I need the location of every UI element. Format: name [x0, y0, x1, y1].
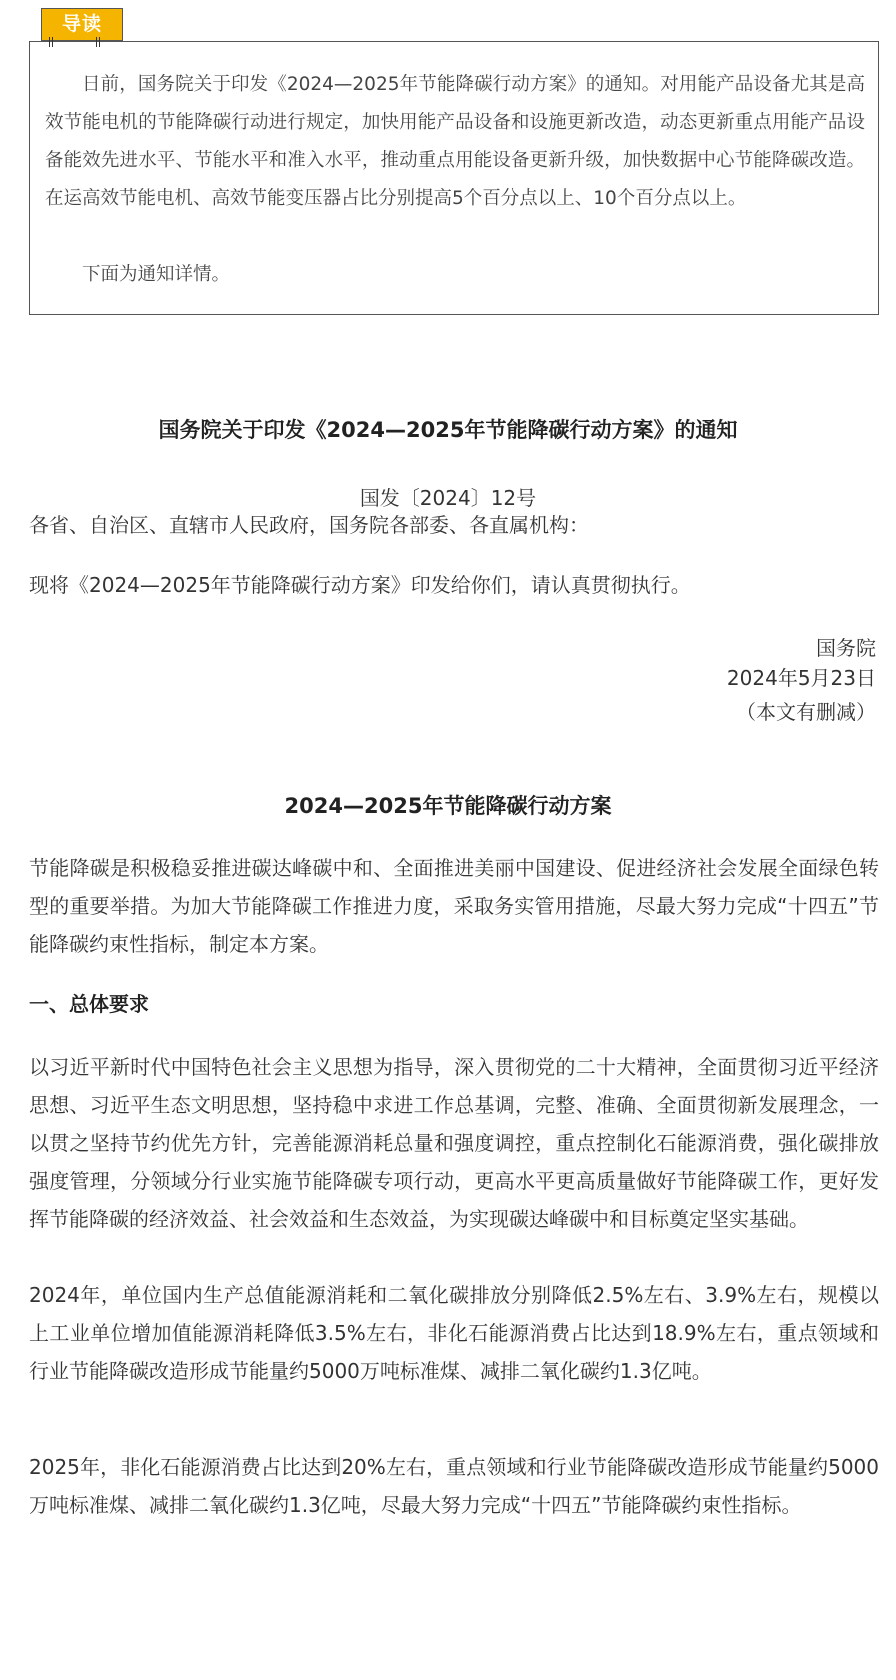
notice-body: 现将《2024—2025年节能降碳行动方案》印发给你们，请认真贯彻执行。 — [29, 573, 691, 597]
section-paragraph: 2024年，单位国内生产总值能源消耗和二氧化碳排放分别降低2.5%左右、3.9%左右，规模以上工业单位增加值能源消耗降低3.5%左右，非化石能源消费占比达到18.9%左右，重点领域和行业节能降碳改造形成节能量约5000万吨标准煤、减排二氧化碳约1.3亿吨。 — [29, 1283, 879, 1383]
addressee: 各省、自治区、直辖市人民政府，国务院各部委、各直属机构： — [29, 513, 589, 537]
section-paragraph: 2025年，非化石能源消费占比达到20%左右，重点领域和行业节能降碳改造形成节能量约5000万吨标准煤、减排二氧化碳约1.3亿吨，尽最大努力完成“十四五”节能降碳约束性指标。 — [29, 1455, 879, 1517]
plan-preface: 节能降碳是积极稳妥推进碳达峰碳中和、全面推进美丽中国建设、促进经济社会发展全面绿色转型的重要举措。为加大节能降碳工作推进力度，采取务实管用措施，尽最大努力完成“十四五”节能降碳约束性指标，制定本方案。 — [29, 856, 879, 956]
abridged-note: （本文有删减） — [736, 700, 876, 724]
section-paragraph: 以习近平新时代中国特色社会主义思想为指导，深入贯彻党的二十大精神，全面贯彻习近平经济思想、习近平生态文明思想，坚持稳中求进工作总基调，完整、准确、全面贯彻新发展理念，一以贯之坚持节约优先方针，完善能源消耗总量和强度调控，重点控制化石能源消费，强化碳排放强度管理，分领域分行业实施节能降碳专项行动，更高水平更高质量做好节能降碳工作，更好发挥节能降碳的经济效益、社会效益和生态效益，为实现碳达峰碳中和目标奠定坚实基础。 — [29, 1055, 879, 1231]
plan-title: 2024—2025年节能降碳行动方案 — [284, 794, 612, 818]
tag-left-mark — [49, 37, 53, 47]
intro-tail: 下面为通知详情。 — [82, 264, 231, 285]
notice-title: 国务院关于印发《2024—2025年节能降碳行动方案》的通知 — [158, 418, 738, 442]
tag-right-mark — [96, 37, 100, 47]
section-heading: 一、总体要求 — [29, 992, 149, 1016]
intro-tag-label: 导读 — [61, 13, 102, 35]
issue-date: 2024年5月23日 — [726, 666, 876, 690]
doc-number: 国发〔2024〕12号 — [359, 486, 537, 510]
intro-summary: 日前，国务院关于印发《2024—2025年节能降碳行动方案》的通知。对用能产品设备尤其是高效节能电机的节能降碳行动进行规定，加快用能产品设备和设施更新改造，动态更新重点用能产品设备能效先进水平、节能水平和准入水平，推动重点用能设备更新升级，加快数据中心节能降碳改造。在运高效节能电机、高效节能变压器占比分别提高5个百分点以上、10个百分点以上。 — [45, 74, 865, 209]
intro-tag — [41, 8, 123, 41]
issuer: 国务院 — [816, 636, 876, 660]
